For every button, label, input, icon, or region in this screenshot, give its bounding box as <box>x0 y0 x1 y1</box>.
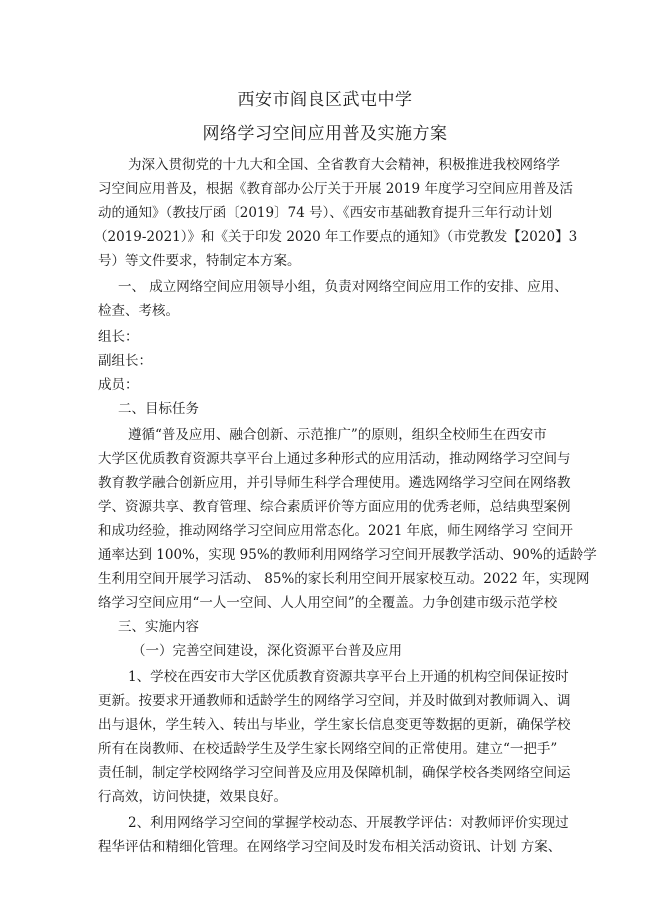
role-leader: 组长： <box>98 329 139 345</box>
intro-line: 动的通知》（教技厅函〔2019〕74 号）、《西安市基础教育提升三年行动计划 <box>98 205 553 221</box>
section-1-line: 一、 成立网络空间应用领导小组，负责对网络空间应用工作的安排、应用、 <box>118 279 568 295</box>
role-members: 成员： <box>98 377 139 393</box>
section-2-line: 络学习空间应用“一人一空间、人人用空间”的全覆盖。力争创建市级示范学校 <box>98 595 558 611</box>
intro-line: （2019-2021）》和《关于印发 2020 年工作要点的通知》（市党教发【2020】3 <box>94 229 578 245</box>
section-2-line: 学、资源共享、教育管理、综合素质评价等方面应用的优秀老师，总结典型案例 <box>98 499 571 515</box>
section-2-line: 教育教学融合创新应用，并引导师生科学合理使用。遴选网络学习空间在网络教 <box>98 475 571 491</box>
item-2-line: 2、利用网络学习空间的掌握学校动态、开展教学评估：对教师评价实现过 <box>128 815 569 831</box>
section-2-line: 大学区优质教育资源共享平台上通过多种形式的应用活动，推动网络学习空间与 <box>98 451 571 467</box>
item-1-line: 行高效，访问快捷，效果良好。 <box>98 789 287 805</box>
item-1-line: 责任制，制定学校网络学习空间普及应用及保障机制，确保学校各类网络空间运 <box>98 765 571 781</box>
section-2-line: 生利用空间开展学习活动、 85%的家长利用空间开展家校互动。2022 年，实现网 <box>98 571 590 587</box>
document-title: 网络学习空间应用普及实施方案 <box>202 124 448 144</box>
role-deputy-leader: 副组长： <box>98 353 152 369</box>
section-2-line: 通率达到 100%，实现 95%的教师利用网络学习空间开展教学活动、90%的适龄学 <box>98 547 597 563</box>
school-name: 西安市阎良区武屯中学 <box>237 90 413 110</box>
section-1-line: 检查、考核。 <box>98 303 179 319</box>
item-1-line: 出与退休，学生转入、转出与毕业，学生家长信息变更等数据的更新，确保学校 <box>98 717 571 733</box>
section-2-line: 遵循“普及应用、融合创新、示范推广”的原则，组织全校师生在西安市 <box>128 427 547 443</box>
section-3-subheading: （一）完善空间建设，深化资源平台普及应用 <box>132 643 402 659</box>
section-2-heading: 二、目标任务 <box>118 401 199 417</box>
item-1-line: 所有在岗教师、在校适龄学生及学生家长网络空间的正常使用。建立“一把手” <box>98 741 558 757</box>
section-3-heading: 三、实施内容 <box>118 619 199 635</box>
item-2-line: 程华评估和精细化管理。在网络学习空间及时发布相关活动资讯、计划 方案、 <box>98 839 562 855</box>
intro-line: 习空间应用普及，根据《教育部办公厅关于开展 2019 年度学习空间应用普及活 <box>98 181 573 197</box>
intro-line: 号）等文件要求，特制定本方案。 <box>98 253 301 269</box>
intro-line: 为深入贯彻党的十九大和全国、全省教育大会精神，积极推进我校网络学 <box>128 157 560 173</box>
item-1-line: 1、学校在西安市大学区优质教育资源共享平台上开通的机构空间保证按时 <box>128 669 569 685</box>
section-2-line: 和成功经验，推动网络学习空间应用常态化。2021 年底，师生网络学习 空间开 <box>98 523 573 539</box>
item-1-line: 更新。按要求开通教师和适龄学生的网络学习空间，并及时做到对教师调入、调 <box>98 693 571 709</box>
